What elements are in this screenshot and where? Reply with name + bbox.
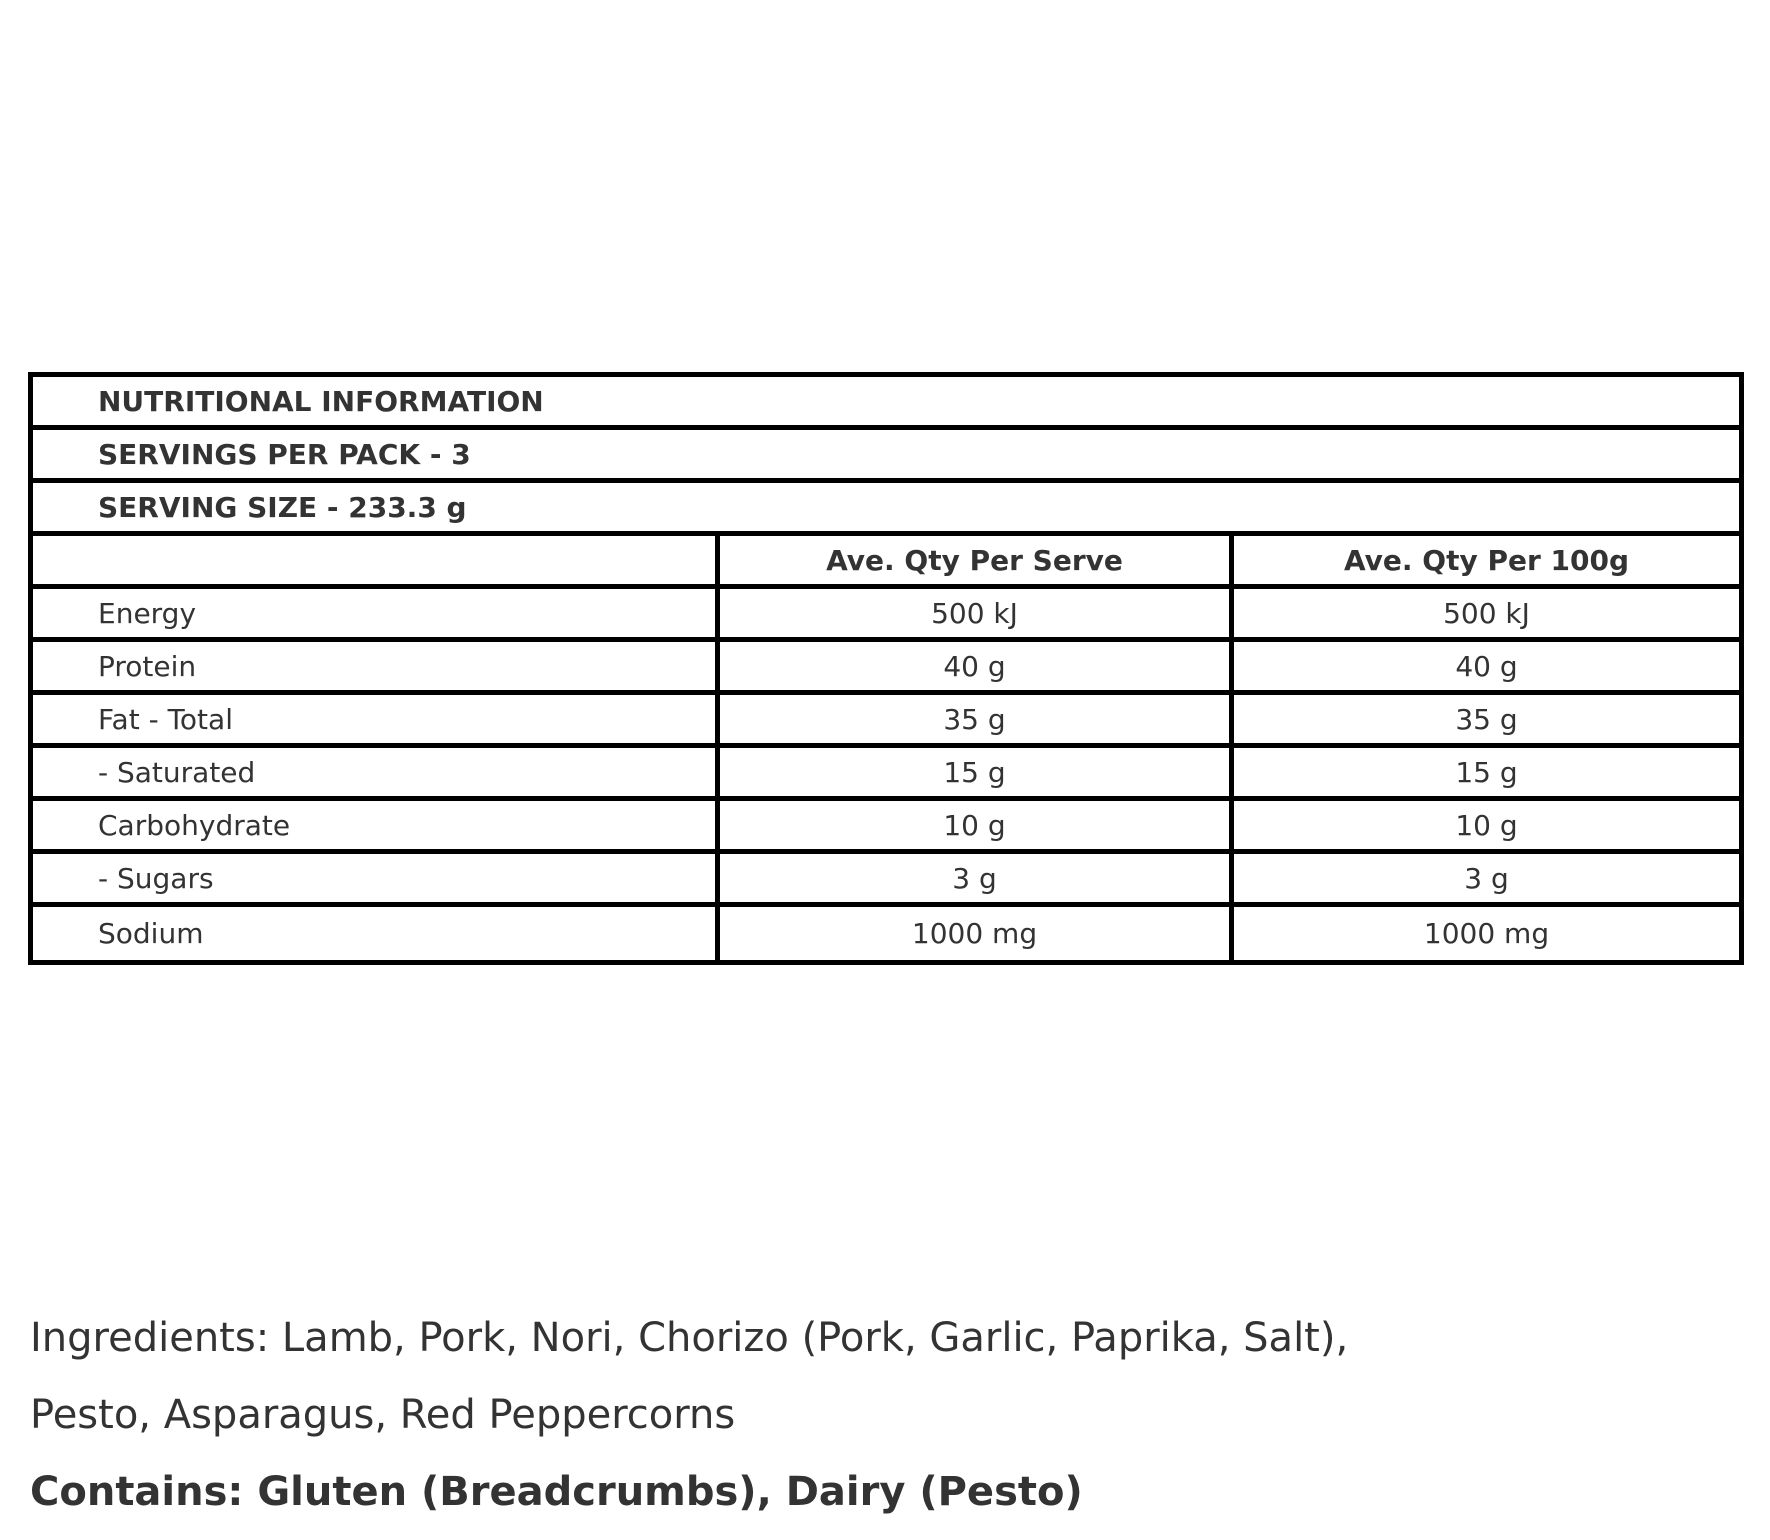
- serving-size-row: [33, 483, 1739, 536]
- nutrient-name: Fat - Total: [33, 695, 720, 743]
- nutrient-name: - Sugars: [33, 854, 720, 902]
- per-100g-value: 3 g: [1464, 861, 1509, 895]
- per-serve-value: 35 g: [720, 695, 1234, 743]
- nutrition-title-row: [33, 377, 1739, 430]
- per-serve-value: 1000 mg: [720, 907, 1234, 960]
- table-row: [33, 589, 1739, 642]
- per-100g-value: 500 kJ: [1443, 596, 1530, 630]
- per-100g-value: 15 g: [1455, 755, 1518, 789]
- per-serve-value: 3 g: [720, 854, 1234, 902]
- servings-per-pack: SERVINGS PER PACK - 3: [98, 437, 471, 471]
- per-100g-value: 35 g: [1455, 702, 1518, 736]
- nutrient-name: Carbohydrate: [33, 801, 720, 849]
- table-row: [33, 642, 1739, 695]
- per-serve-value: 500 kJ: [720, 589, 1234, 637]
- per-serve-value: 40 g: [720, 642, 1234, 690]
- table-row: [33, 695, 1739, 748]
- nutrient-name: Sodium: [33, 907, 720, 960]
- nutrient-name: Energy: [33, 589, 720, 637]
- header-per-100g: Ave. Qty Per 100g: [1343, 543, 1630, 577]
- header-per-serve: Ave. Qty Per Serve: [720, 536, 1234, 584]
- per-serve-value: 10 g: [720, 801, 1234, 849]
- table-row: [33, 854, 1739, 907]
- servings-per-pack-row: [33, 430, 1739, 483]
- nutrition-panel: [28, 372, 1744, 965]
- nutrient-name: - Saturated: [33, 748, 720, 796]
- table-row: [33, 907, 1739, 960]
- table-row: [33, 748, 1739, 801]
- nutrition-title: NUTRITIONAL INFORMATION: [98, 384, 544, 418]
- allergen-contains: Contains: Gluten (Breadcrumbs), Dairy (Pesto): [30, 1469, 1083, 1515]
- per-100g-value: 40 g: [1455, 649, 1518, 683]
- per-serve-value: 15 g: [720, 748, 1234, 796]
- header-nutrient: [33, 536, 720, 584]
- per-100g-value: 1000 mg: [1423, 917, 1550, 950]
- ingredients-line-1: Ingredients: Lamb, Pork, Nori, Chorizo (Pork, Garlic, Paprika, Salt),: [30, 1315, 1349, 1361]
- table-row: [33, 801, 1739, 854]
- nutrient-name: Protein: [33, 642, 720, 690]
- ingredients-block: [30, 1300, 1730, 1531]
- serving-size: SERVING SIZE - 233.3 g: [98, 490, 467, 524]
- column-header-row: [33, 536, 1739, 589]
- ingredients-line-2: Pesto, Asparagus, Red Peppercorns: [30, 1392, 736, 1438]
- per-100g-value: 10 g: [1455, 808, 1518, 842]
